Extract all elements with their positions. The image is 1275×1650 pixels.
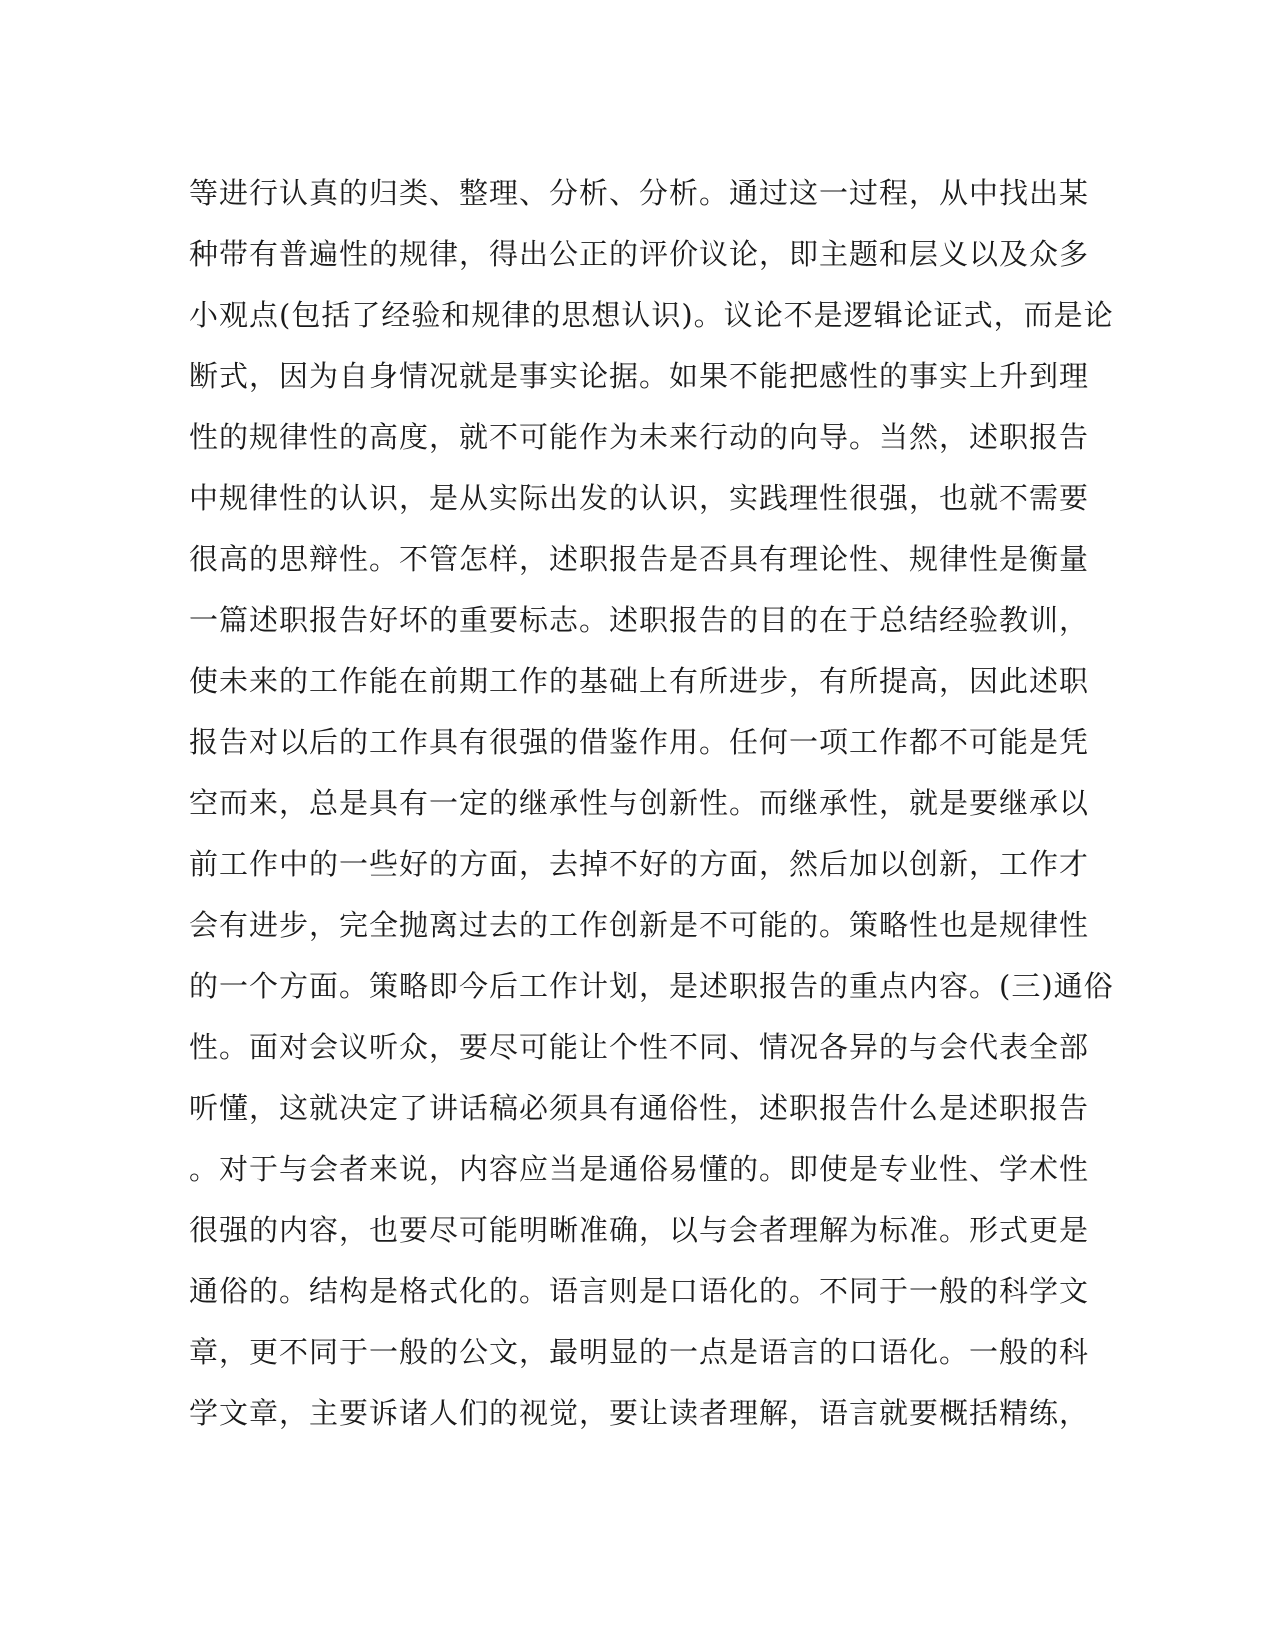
text-line: 一篇述职报告好坏的重要标志。述职报告的目的在于总结经验教训，: [189, 603, 1090, 637]
text-line: 报告对以后的工作具有很强的借鉴作用。任何一项工作都不可能是凭: [189, 725, 1090, 759]
text-line: 小观点(包括了经验和规律的思想认识)。议论不是逻辑论证式，而是论: [189, 298, 1114, 332]
text-line: 前工作中的一些好的方面，去掉不好的方面，然后加以创新，工作才: [189, 847, 1090, 881]
text-line: 章，更不同于一般的公文，最明显的一点是语言的口语化。一般的科: [189, 1335, 1090, 1369]
text-line: 性的规律性的高度，就不可能作为未来行动的向导。当然，述职报告: [189, 420, 1090, 454]
text-line: 种带有普遍性的规律，得出公正的评价议论，即主题和层义以及众多: [189, 237, 1090, 271]
text-line: 空而来，总是具有一定的继承性与创新性。而继承性，就是要继承以: [189, 786, 1090, 820]
text-line: 学文章，主要诉诸人们的视觉，要让读者理解，语言就要概括精练，: [189, 1396, 1090, 1430]
text-line: 很高的思辩性。不管怎样，述职报告是否具有理论性、规律性是衡量: [189, 542, 1090, 576]
text-line: 。对于与会者来说，内容应当是通俗易懂的。即使是专业性、学术性: [189, 1152, 1090, 1186]
text-line: 会有进步，完全抛离过去的工作创新是不可能的。策略性也是规律性: [189, 908, 1090, 942]
body-text: [189, 163, 1114, 1444]
text-line: 等进行认真的归类、整理、分析、分析。通过这一过程，从中找出某: [189, 176, 1090, 210]
text-line: 断式，因为自身情况就是事实论据。如果不能把感性的事实上升到理: [189, 359, 1090, 393]
text-line: 使未来的工作能在前期工作的基础上有所进步，有所提高，因此述职: [189, 664, 1090, 698]
text-line: 性。面对会议听众，要尽可能让个性不同、情况各异的与会代表全部: [189, 1030, 1090, 1064]
text-line: 的一个方面。策略即今后工作计划，是述职报告的重点内容。(三)通俗: [189, 969, 1114, 1003]
text-line: 中规律性的认识，是从实际出发的认识，实践理性很强，也就不需要: [189, 481, 1090, 515]
text-line: 通俗的。结构是格式化的。语言则是口语化的。不同于一般的科学文: [189, 1274, 1090, 1308]
text-line: 听懂，这就决定了讲话稿必须具有通俗性，述职报告什么是述职报告: [189, 1091, 1090, 1125]
text-line: 很强的内容，也要尽可能明晰准确，以与会者理解为标准。形式更是: [189, 1213, 1090, 1247]
